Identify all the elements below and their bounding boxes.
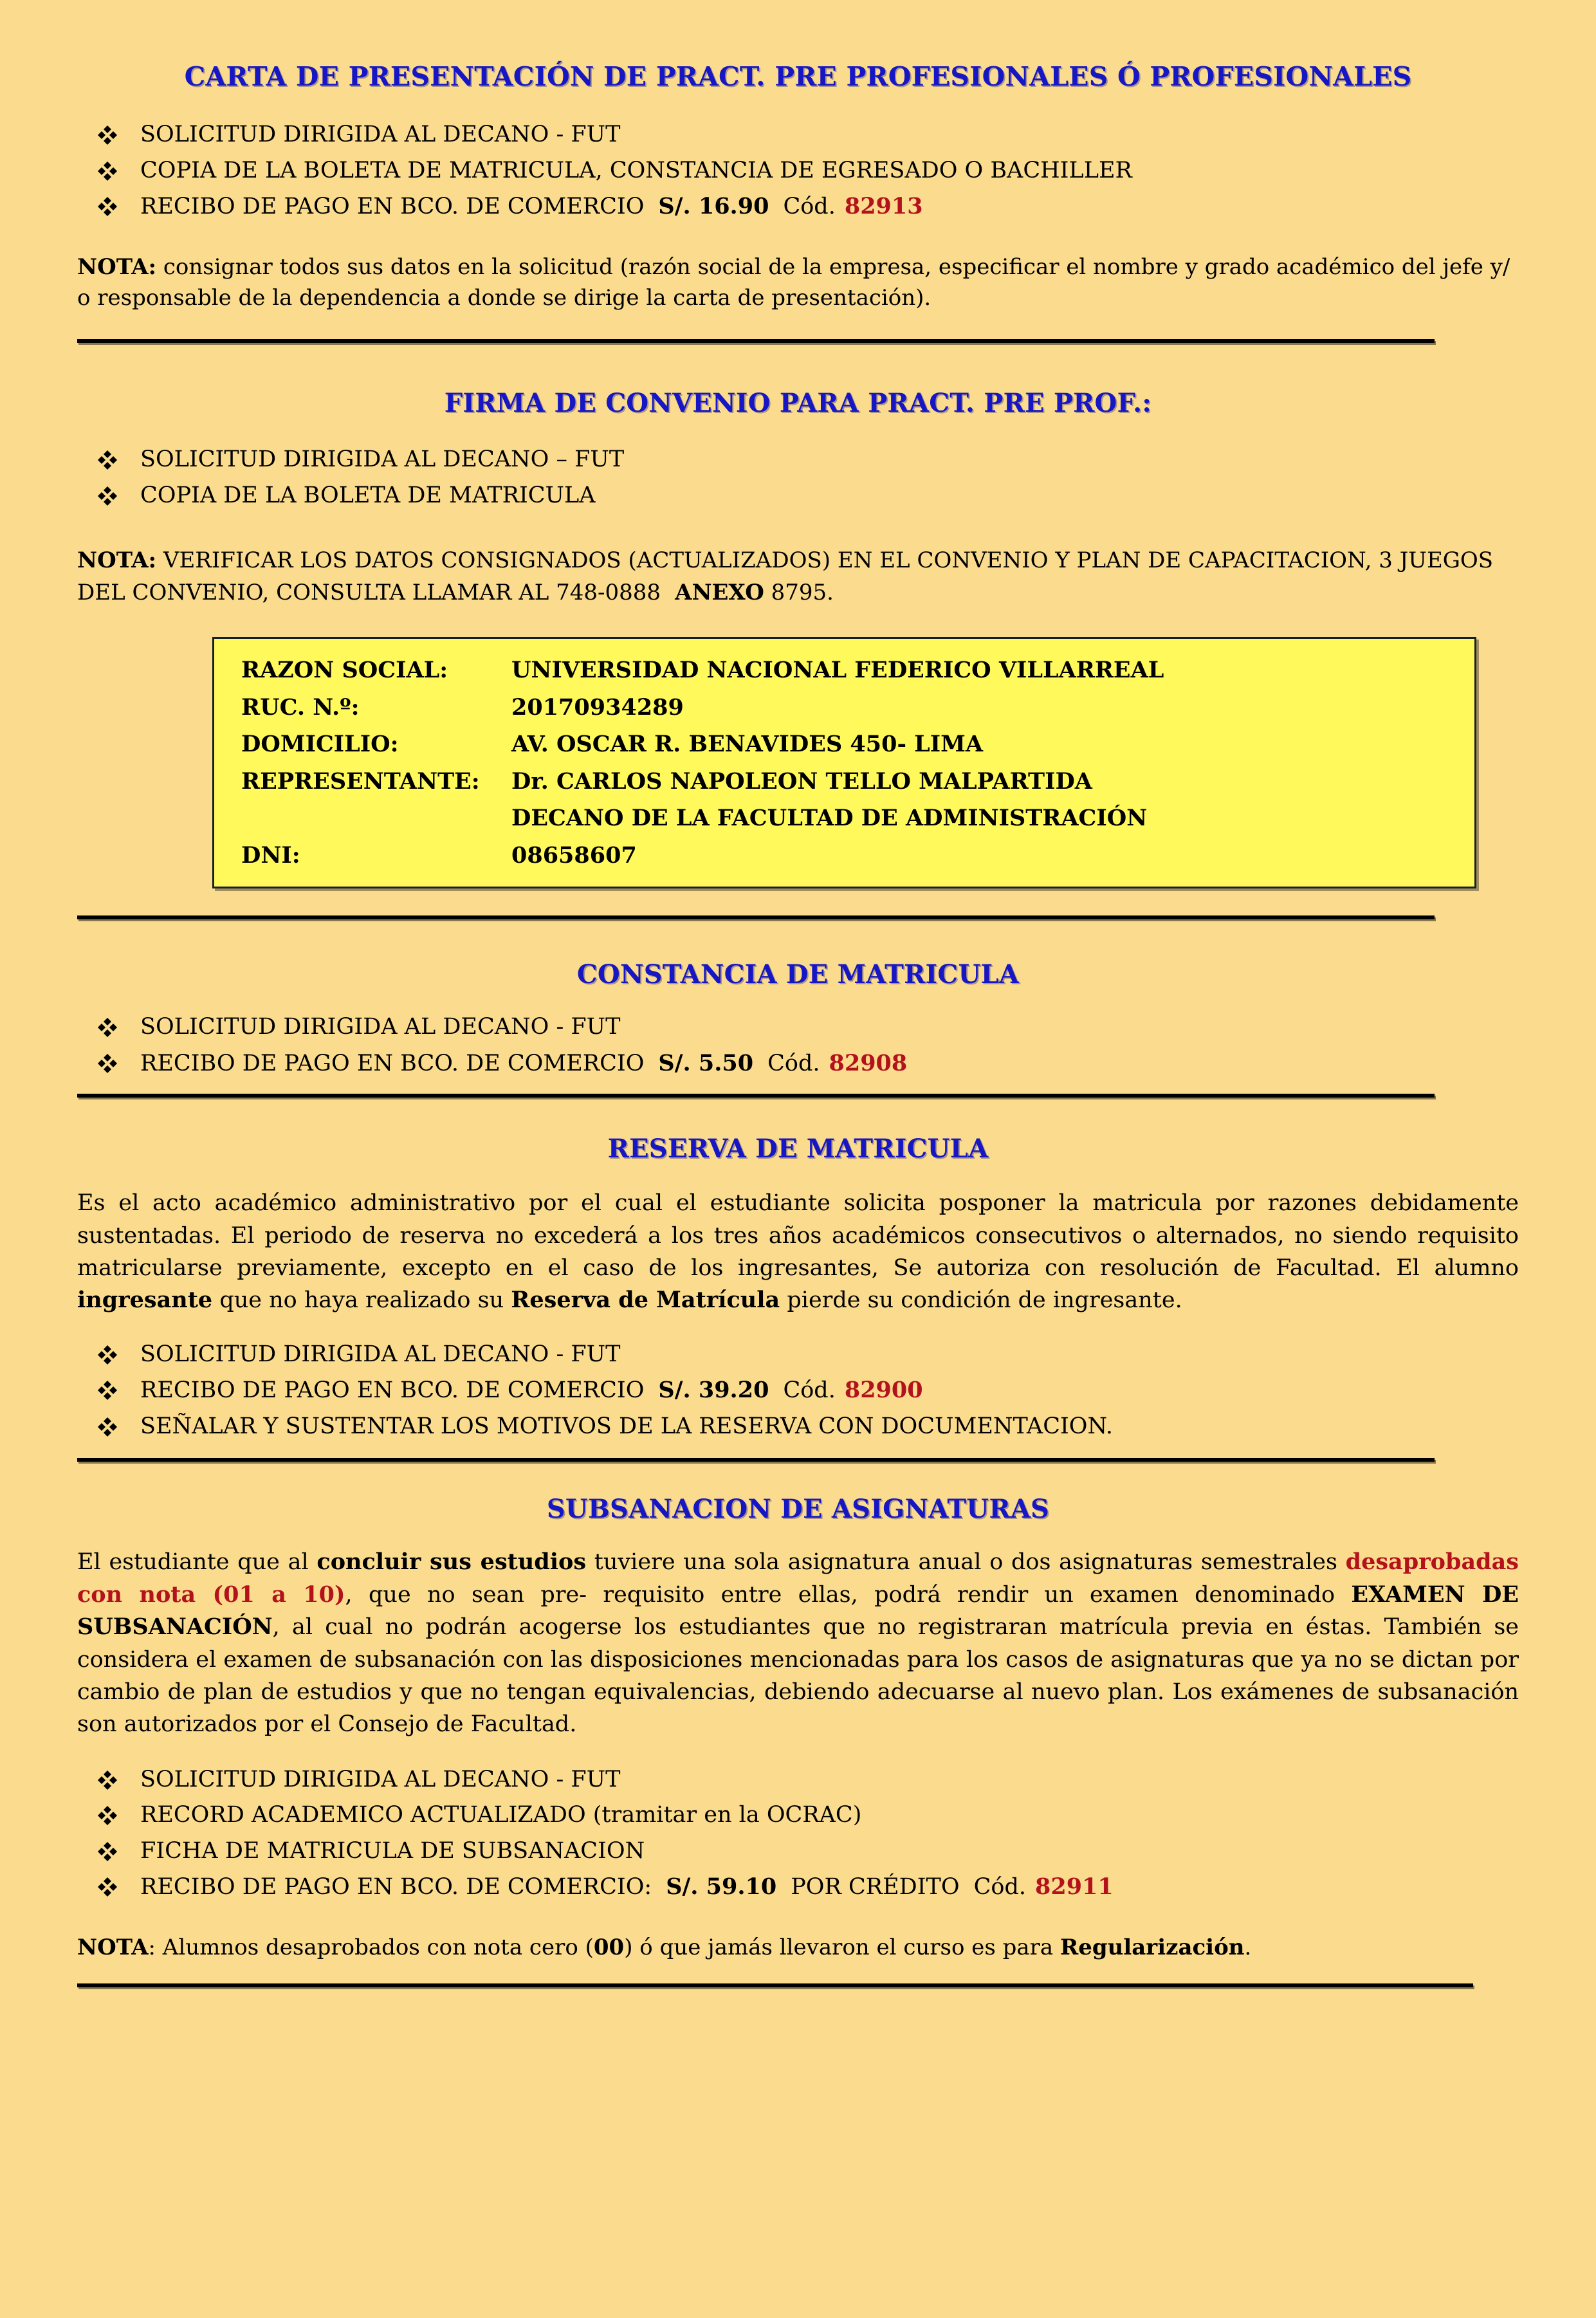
info-label: DNI:	[241, 842, 300, 869]
paragraph-emphasis: concluir sus estudios	[316, 1549, 587, 1576]
list-item-label: RECORD ACADEMICO ACTUALIZADO (tramitar en la OCRAC)	[140, 1802, 862, 1828]
section-divider	[77, 1094, 1435, 1098]
diamond-cluster-icon	[95, 1377, 122, 1404]
note-text: ) ó que jamás llevaron el curso es para	[624, 1934, 1060, 1960]
list-item	[77, 1837, 1519, 1866]
list-item-label: COPIA DE LA BOLETA DE MATRICULA, CONSTANCIA DE EGRESADO O BACHILLER	[140, 157, 1132, 183]
cod-value: 82900	[844, 1377, 923, 1404]
paragraph-emphasis: ingresante	[77, 1287, 213, 1314]
cod-label: Cód.	[973, 1874, 1026, 1900]
section-heading-firma-convenio: FIRMA DE CONVENIO PARA PRACT. PRE PROF.:	[444, 388, 1152, 419]
list-item	[77, 1375, 1519, 1406]
diamond-cluster-icon	[95, 483, 122, 510]
info-value: UNIVERSIDAD NACIONAL FEDERICO VILLARREAL	[511, 657, 1164, 684]
info-row	[241, 767, 1453, 796]
list-item-label: FICHA DE MATRICULA DE SUBSANACION	[140, 1837, 645, 1864]
section-divider	[77, 915, 1435, 919]
list-item-label: RECIBO DE PAGO EN BCO. DE COMERCIO	[140, 194, 645, 219]
diamond-cluster-icon	[95, 193, 122, 220]
info-row	[241, 656, 1453, 685]
section-divider	[77, 339, 1435, 343]
list-item	[77, 1872, 1519, 1902]
anexo-value: 8795.	[764, 579, 834, 605]
info-label: DOMICILIO:	[241, 731, 399, 758]
list-item	[77, 445, 1519, 475]
list-item-label: COPIA DE LA BOLETA DE MATRICULA	[140, 482, 596, 508]
diamond-cluster-icon	[95, 1413, 122, 1440]
paragraph-text: Es el acto académico administrativo por el cual el estudiante solicita posponer la matricula por razones debidamente sustentadas. El periodo de reserva no excederá a los tres años académicos consecutivos o alternados, no siendo requisito matricularse previamente, excepto en el caso de los ingresantes, Se autoriza con resolución de Facultad. El alumno	[77, 1190, 1519, 1282]
note-text: consignar todos sus datos en la solicitud (razón social de la empresa, especificar el nombre y grado académico del jefe y/ o responsable de la dependencia a donde se dirige la carta de presentación).	[77, 253, 1510, 311]
note-emphasis: Regularización	[1059, 1934, 1245, 1960]
note-label: NOTA:	[77, 253, 157, 280]
diamond-cluster-icon	[95, 1050, 122, 1077]
list-item-label: SOLICITUD DIRIGIDA AL DECANO - FUT	[140, 122, 621, 147]
payment-amount: S/. 5.50	[658, 1049, 754, 1076]
list-item	[77, 1765, 1519, 1795]
list-item-label: RECIBO DE PAGO EN BCO. DE COMERCIO	[140, 1377, 645, 1404]
info-value: AV. OSCAR R. BENAVIDES 450- LIMA	[511, 731, 984, 758]
reserva-description	[77, 1187, 1519, 1317]
paragraph-text: que no haya realizado su	[212, 1287, 511, 1314]
info-row	[241, 693, 1453, 722]
constancia-requirements-list	[77, 1013, 1519, 1078]
section-divider	[77, 1458, 1435, 1462]
info-value: 20170934289	[511, 694, 684, 721]
diamond-cluster-icon	[95, 158, 122, 185]
paragraph-text: tuviere una sola asignatura anual o dos asignaturas semestrales	[586, 1549, 1346, 1576]
note-label: NOTA	[77, 1934, 149, 1960]
diamond-cluster-icon	[95, 1767, 122, 1794]
paragraph-emphasis: EXAMEN DE SUBSANACIÓN	[77, 1581, 1519, 1641]
note-text: : Alumnos desaprobados con nota cero (	[148, 1934, 594, 1960]
list-item-label: RECIBO DE PAGO EN BCO. DE COMERCIO:	[140, 1874, 652, 1900]
paragraph-highlight: desaprobadas con nota (01 a 10)	[77, 1549, 1519, 1608]
note-text: VERIFICAR LOS DATOS CONSIGNADOS (ACTUALIZADOS) EN EL CONVENIO Y PLAN DE CAPACITACION, 3 JUEGOS DEL CONVENIO, CONSULTA LLAMAR AL 748-0888	[77, 547, 1494, 605]
paragraph-text: El estudiante que al	[77, 1549, 317, 1576]
cod-label: Cód.	[783, 194, 836, 219]
list-item	[77, 1801, 1519, 1830]
payment-unit: POR CRÉDITO	[791, 1874, 960, 1900]
cod-value: 82911	[1034, 1873, 1114, 1900]
diamond-cluster-icon	[95, 1341, 122, 1368]
list-item-label: SOLICITUD DIRIGIDA AL DECANO - FUT	[140, 1766, 621, 1792]
payment-amount: S/. 39.20	[658, 1377, 769, 1404]
diamond-cluster-icon	[95, 446, 122, 474]
cod-value: 82913	[844, 193, 923, 219]
info-value: Dr. CARLOS NAPOLEON TELLO MALPARTIDA	[511, 768, 1092, 795]
list-item	[77, 481, 1519, 511]
list-item-label: RECIBO DE PAGO EN BCO. DE COMERCIO	[140, 1050, 645, 1076]
list-item	[77, 1340, 1519, 1370]
note-text: .	[1244, 1934, 1252, 1960]
note-emphasis: 00	[593, 1934, 625, 1960]
payment-amount: S/. 59.10	[666, 1873, 777, 1900]
diamond-cluster-icon	[95, 1802, 122, 1829]
paragraph-text: pierde su condición de ingresante.	[780, 1287, 1182, 1314]
info-value: 08658607	[511, 842, 637, 869]
info-row-continuation	[241, 804, 1453, 833]
section-heading-constancia: CONSTANCIA DE MATRICULA	[576, 959, 1020, 990]
section-heading-reserva: RESERVA DE MATRICULA	[607, 1134, 989, 1164]
list-item-label: SOLICITUD DIRIGIDA AL DECANO – FUT	[140, 446, 625, 473]
cod-value: 82908	[829, 1049, 908, 1076]
subsanacion-note	[77, 1932, 1519, 1963]
info-value: DECANO DE LA FACULTAD DE ADMINISTRACIÓN	[511, 805, 1148, 832]
firma-convenio-requirements-list	[77, 445, 1519, 510]
payment-amount: S/. 16.90	[658, 193, 769, 219]
diamond-cluster-icon	[95, 1014, 122, 1041]
diamond-cluster-icon	[95, 1873, 122, 1900]
list-item	[77, 120, 1519, 150]
paragraph-text: , que no sean pre- requisito entre ellas, podrá rendir un examen denominado	[345, 1581, 1352, 1608]
info-row	[241, 730, 1453, 759]
list-item	[77, 156, 1519, 186]
info-label: RAZON SOCIAL:	[241, 657, 448, 684]
list-item-label: SOLICITUD DIRIGIDA AL DECANO - FUT	[140, 1014, 621, 1040]
carta-requirements-list	[77, 120, 1519, 222]
document-page	[0, 61, 1596, 2318]
list-item	[77, 192, 1519, 222]
paragraph-text: , al cual no podrán acogerse los estudiantes que no registraran matrícula previa en éstas. También se considera el examen de subsanación con las disposiciones mencionadas para los casos de asignaturas que ya no se dictan por cambio de plan de estudios y que no tengan equivalencias, debiendo adecuarse al nuevo plan. Los exámenes de subsanación son autorizados por el Consejo de Facultad.	[77, 1614, 1519, 1738]
anexo-label: ANEXO	[675, 579, 764, 605]
firma-convenio-note	[77, 545, 1519, 609]
subsanacion-requirements-list	[77, 1765, 1519, 1902]
subsanacion-description	[77, 1546, 1519, 1740]
info-label: REPRESENTANTE:	[241, 768, 480, 795]
list-item	[77, 1412, 1519, 1442]
page-title: CARTA DE PRESENTACIÓN DE PRACT. PRE PROFESIONALES Ó PROFESIONALES	[184, 61, 1412, 92]
list-item	[77, 1049, 1519, 1079]
list-item-label: SEÑALAR Y SUSTENTAR LOS MOTIVOS DE LA RESERVA CON DOCUMENTACION.	[140, 1413, 1114, 1439]
info-row	[241, 841, 1453, 870]
carta-note	[77, 252, 1519, 314]
cod-label: Cód.	[767, 1050, 820, 1076]
list-item	[77, 1013, 1519, 1042]
diamond-cluster-icon	[95, 122, 122, 149]
cod-label: Cód.	[783, 1377, 836, 1404]
paragraph-emphasis: Reserva de Matrícula	[511, 1287, 780, 1314]
section-heading-subsanacion: SUBSANACION DE ASIGNATURAS	[546, 1494, 1050, 1525]
info-label: RUC. N.º:	[241, 694, 360, 721]
section-divider	[77, 1983, 1473, 1987]
note-label: NOTA:	[77, 547, 157, 574]
list-item-label: SOLICITUD DIRIGIDA AL DECANO - FUT	[140, 1341, 621, 1367]
diamond-cluster-icon	[95, 1838, 122, 1865]
institution-info-box	[212, 637, 1476, 888]
reserva-requirements-list	[77, 1340, 1519, 1442]
